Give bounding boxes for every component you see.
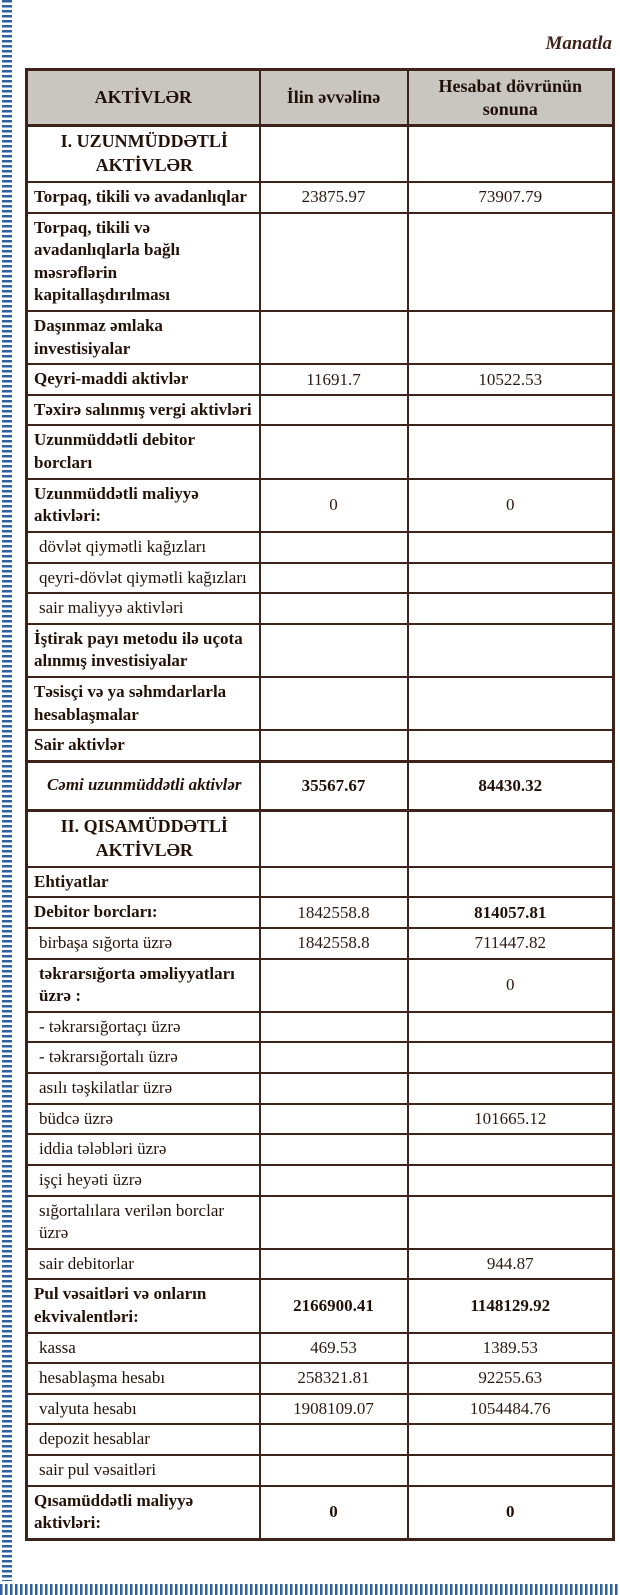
row-value-period-end xyxy=(408,1424,614,1455)
row-value-year-beginning: 11691.7 xyxy=(260,364,408,395)
table-row xyxy=(27,395,614,426)
row-value-period-end xyxy=(408,1455,614,1486)
row-value-year-beginning: 2166900.41 xyxy=(260,1279,408,1332)
row-value-year-beginning xyxy=(260,395,408,426)
row-label: asılı təşkilatlar üzrə xyxy=(27,1073,260,1104)
row-value-period-end: 84430.32 xyxy=(408,761,614,810)
row-value-year-beginning: 469.53 xyxy=(260,1333,408,1364)
table-row xyxy=(27,126,614,183)
row-value-year-beginning: 35567.67 xyxy=(260,761,408,810)
row-value-period-end: 711447.82 xyxy=(408,928,614,959)
row-label: sair maliyyə aktivləri xyxy=(27,593,260,624)
row-label: Ehtiyatlar xyxy=(27,867,260,898)
table-row xyxy=(27,1042,614,1073)
table-row xyxy=(27,479,614,532)
row-value-year-beginning xyxy=(260,867,408,898)
table-row xyxy=(27,624,614,677)
table-row xyxy=(27,532,614,563)
column-header-period-end: Hesabat dövrünün sonuna xyxy=(408,70,614,126)
row-value-year-beginning xyxy=(260,532,408,563)
row-label: Təxirə salınmış vergi aktivləri xyxy=(27,395,260,426)
row-label: Daşınmaz əmlaka investisiyalar xyxy=(27,311,260,364)
row-value-period-end: 1389.53 xyxy=(408,1333,614,1364)
row-value-period-end: 0 xyxy=(408,479,614,532)
table-body xyxy=(27,126,614,1540)
row-value-period-end xyxy=(408,730,614,761)
column-header-assets: AKTİVLƏR xyxy=(27,70,260,126)
row-value-period-end xyxy=(408,677,614,730)
row-value-year-beginning xyxy=(260,126,408,183)
row-label: Pul vəsaitləri və onların ekvivalentləri: xyxy=(27,1279,260,1332)
row-value-period-end xyxy=(408,624,614,677)
row-label: - təkrarsığortalı üzrə xyxy=(27,1042,260,1073)
table-row xyxy=(27,593,614,624)
row-value-period-end: 10522.53 xyxy=(408,364,614,395)
row-value-year-beginning xyxy=(260,311,408,364)
row-label: kassa xyxy=(27,1333,260,1364)
table-row xyxy=(27,810,614,867)
row-label: İştirak payı metodu ilə uçota alınmış investisiyalar xyxy=(27,624,260,677)
table-row xyxy=(27,182,614,213)
row-value-period-end: 73907.79 xyxy=(408,182,614,213)
bottom-border-stripe-pattern xyxy=(0,1584,620,1595)
table-row xyxy=(27,563,614,594)
row-value-year-beginning xyxy=(260,425,408,478)
row-label: - təkrarsığortaçı üzrə xyxy=(27,1012,260,1043)
row-value-year-beginning xyxy=(260,1165,408,1196)
row-value-year-beginning xyxy=(260,730,408,761)
row-label: sığortalılara verilən borclar üzrə xyxy=(27,1196,260,1249)
table-row xyxy=(27,928,614,959)
table-row xyxy=(27,1073,614,1104)
row-label: Qısamüddətli maliyyə aktivləri: xyxy=(27,1486,260,1540)
row-value-year-beginning: 1842558.8 xyxy=(260,897,408,928)
table-row xyxy=(27,1249,614,1280)
table-row xyxy=(27,959,614,1012)
row-value-period-end xyxy=(408,1012,614,1043)
row-value-year-beginning xyxy=(260,563,408,594)
row-value-period-end xyxy=(408,311,614,364)
row-value-year-beginning xyxy=(260,1073,408,1104)
balance-sheet-assets-table xyxy=(25,68,615,1541)
row-label: Uzunmüddətli debitor borcları xyxy=(27,425,260,478)
table-row xyxy=(27,425,614,478)
row-value-year-beginning xyxy=(260,1104,408,1135)
table-row xyxy=(27,1455,614,1486)
table-row xyxy=(27,1424,614,1455)
row-label: II. QISAMÜDDƏTLİ AKTİVLƏR xyxy=(27,810,260,867)
row-label: işçi heyəti üzrə xyxy=(27,1165,260,1196)
row-label: Təsisçi və ya səhmdarlarla hesablaşmalar xyxy=(27,677,260,730)
row-value-year-beginning: 258321.81 xyxy=(260,1363,408,1394)
row-label: sair debitorlar xyxy=(27,1249,260,1280)
row-label: valyuta hesabı xyxy=(27,1394,260,1425)
row-value-year-beginning xyxy=(260,1249,408,1280)
table-row xyxy=(27,1104,614,1135)
header-row xyxy=(27,70,614,126)
table-row xyxy=(27,761,614,810)
row-value-period-end: 101665.12 xyxy=(408,1104,614,1135)
table-row xyxy=(27,1279,614,1332)
row-value-period-end: 0 xyxy=(408,959,614,1012)
table-row xyxy=(27,677,614,730)
row-value-period-end xyxy=(408,1165,614,1196)
table-row xyxy=(27,1363,614,1394)
row-label: iddia tələbləri üzrə xyxy=(27,1134,260,1165)
row-value-year-beginning xyxy=(260,213,408,311)
table-row xyxy=(27,730,614,761)
row-value-period-end: 814057.81 xyxy=(408,897,614,928)
table-row xyxy=(27,867,614,898)
row-value-period-end: 944.87 xyxy=(408,1249,614,1280)
column-header-year-beginning: İlin əvvəlinə xyxy=(260,70,408,126)
table-header xyxy=(27,70,614,126)
row-value-period-end xyxy=(408,532,614,563)
row-label: sair pul vəsaitləri xyxy=(27,1455,260,1486)
row-value-year-beginning xyxy=(260,1455,408,1486)
row-label: Torpaq, tikili və avadanlıqlarla bağlı məsrəflərin kapitallaşdırılması xyxy=(27,213,260,311)
row-value-period-end xyxy=(408,213,614,311)
row-value-period-end xyxy=(408,1042,614,1073)
row-label: birbaşa sığorta üzrə xyxy=(27,928,260,959)
row-label: Cəmi uzunmüddətli aktivlər xyxy=(27,761,260,810)
row-value-period-end xyxy=(408,563,614,594)
currency-note: Manatla xyxy=(545,33,612,54)
row-value-period-end xyxy=(408,810,614,867)
row-value-year-beginning xyxy=(260,959,408,1012)
row-label: Debitor borcları: xyxy=(27,897,260,928)
row-label: Qeyri-maddi aktivlər xyxy=(27,364,260,395)
table-row xyxy=(27,213,614,311)
row-label: depozit hesablar xyxy=(27,1424,260,1455)
table-row xyxy=(27,1165,614,1196)
table-row xyxy=(27,1134,614,1165)
row-value-year-beginning: 0 xyxy=(260,1486,408,1540)
row-value-period-end xyxy=(408,1196,614,1249)
row-value-year-beginning: 23875.97 xyxy=(260,182,408,213)
table-row xyxy=(27,1486,614,1540)
row-value-year-beginning: 0 xyxy=(260,479,408,532)
row-value-year-beginning xyxy=(260,1424,408,1455)
row-value-period-end xyxy=(408,425,614,478)
row-value-period-end xyxy=(408,593,614,624)
row-value-period-end: 92255.63 xyxy=(408,1363,614,1394)
row-label: I. UZUNMÜDDƏTLİ AKTİVLƏR xyxy=(27,126,260,183)
table-row xyxy=(27,364,614,395)
row-value-period-end xyxy=(408,867,614,898)
row-value-year-beginning: 1908109.07 xyxy=(260,1394,408,1425)
row-label: təkrarsığorta əməliyyatları üzrə : xyxy=(27,959,260,1012)
table-row xyxy=(27,1196,614,1249)
row-label: Uzunmüddətli maliyyə aktivləri: xyxy=(27,479,260,532)
row-value-period-end xyxy=(408,1134,614,1165)
row-label: qeyri-dövlət qiymətli kağızları xyxy=(27,563,260,594)
row-value-period-end xyxy=(408,1073,614,1104)
row-value-year-beginning xyxy=(260,593,408,624)
row-value-year-beginning: 1842558.8 xyxy=(260,928,408,959)
table-row xyxy=(27,1333,614,1364)
row-label: Torpaq, tikili və avadanlıqlar xyxy=(27,182,260,213)
table-row xyxy=(27,897,614,928)
row-value-year-beginning xyxy=(260,677,408,730)
row-value-period-end: 1148129.92 xyxy=(408,1279,614,1332)
row-value-year-beginning xyxy=(260,810,408,867)
row-value-year-beginning xyxy=(260,1042,408,1073)
row-value-period-end xyxy=(408,126,614,183)
table-row xyxy=(27,311,614,364)
table-row xyxy=(27,1394,614,1425)
row-label: hesablaşma hesabı xyxy=(27,1363,260,1394)
row-label: dövlət qiymətli kağızları xyxy=(27,532,260,563)
table-row xyxy=(27,1012,614,1043)
row-value-year-beginning xyxy=(260,624,408,677)
row-value-year-beginning xyxy=(260,1012,408,1043)
left-border-stripe-pattern xyxy=(2,0,12,1581)
row-label: büdcə üzrə xyxy=(27,1104,260,1135)
row-value-period-end: 1054484.76 xyxy=(408,1394,614,1425)
row-value-period-end xyxy=(408,395,614,426)
row-label: Sair aktivlər xyxy=(27,730,260,761)
row-value-period-end: 0 xyxy=(408,1486,614,1540)
row-value-year-beginning xyxy=(260,1134,408,1165)
row-value-year-beginning xyxy=(260,1196,408,1249)
